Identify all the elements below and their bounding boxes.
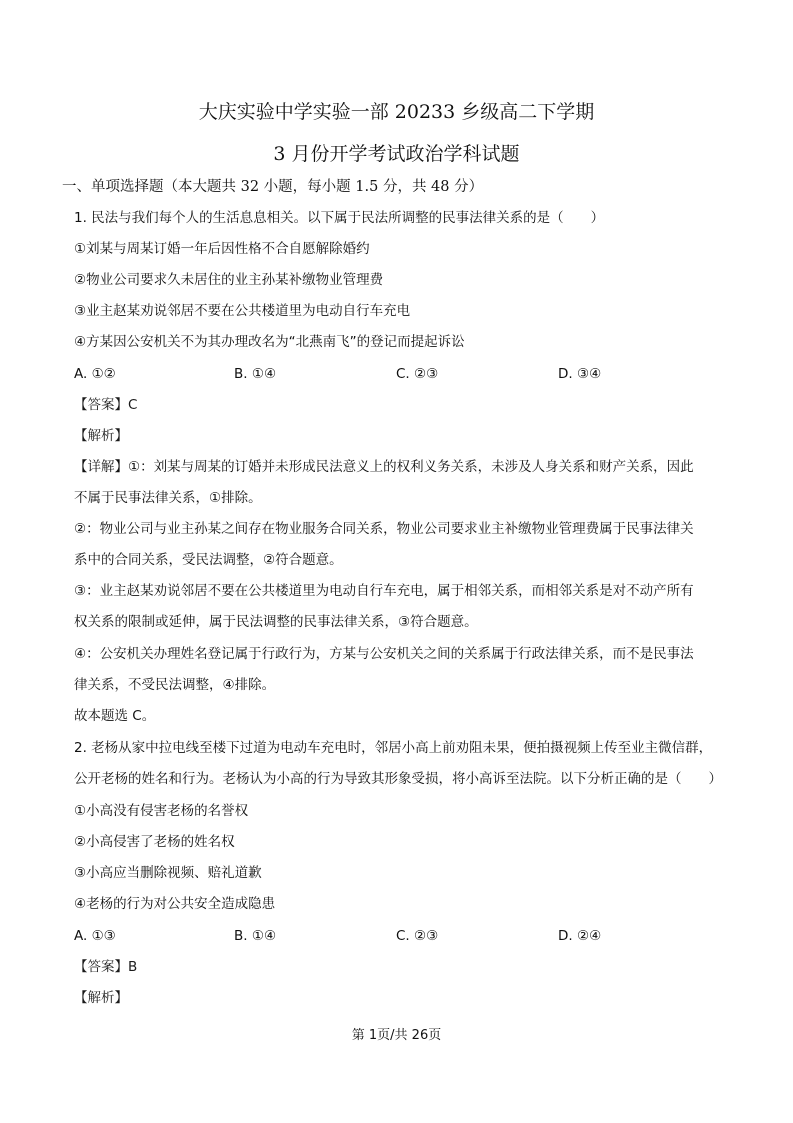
document-title-line1: 大庆实验中学实验一部 20233 乡级高二下学期 bbox=[198, 101, 595, 123]
question-1-stem: 1. 民法与我们每个人的生活息息相关。以下属于民法所调整的民事法律关系的是（ ） bbox=[74, 210, 605, 226]
question-2-stem-line1: 2. 老杨从家中拉电线至楼下过道为电动车充电时，邻居小高上前劝阻未果，便拍摄视频上传至业主微信群， bbox=[74, 740, 713, 756]
question-1-detail-line: ②：物业公司与业主孙某之间存在物业服务合同关系，物业公司要求业主补缴物业管理费属于民事法律关 bbox=[74, 521, 694, 537]
question-2-stem-line2: 公开老杨的姓名和行为。老杨认为小高的行为导致其形象受损，将小高诉至法院。以下分析正确的是（ ） bbox=[74, 771, 722, 787]
question-1-detail-line: 律关系，不受民法调整，④排除。 bbox=[74, 677, 276, 693]
section-heading: 一、单项选择题（本大题共 32 小题，每小题 1.5 分，共 48 分） bbox=[62, 179, 484, 195]
question-1-analysis-label: 【解析】 bbox=[74, 428, 128, 444]
question-1-detail-line: ③：业主赵某劝说邻居不要在公共楼道里为电动自行车充电，属于相邻关系，而相邻关系是对不动产所有 bbox=[74, 583, 694, 599]
question-2-item-4: ④老杨的行为对公共安全造成隐患 bbox=[74, 896, 276, 912]
question-1-detail-line: ④：公安机关办理姓名登记属于行政行为，方某与公安机关之间的关系属于行政法律关系，而不是民事法 bbox=[74, 646, 694, 662]
question-2-option-c: C. ②③ bbox=[396, 928, 439, 944]
question-1-option-b: B. ①④ bbox=[234, 366, 277, 382]
question-1-answer: 【答案】C bbox=[74, 397, 138, 413]
question-2-option-b: B. ①④ bbox=[234, 928, 277, 944]
document-title-line2: 3 月份开学考试政治学科试题 bbox=[273, 143, 520, 165]
question-1-detail-line: 【详解】①：刘某与周某的订婚并未形成民法意义上的权利义务关系，未涉及人身关系和财产关系，因此 bbox=[74, 459, 694, 475]
question-1-item-4: ④方某因公安机关不为其办理改名为“北燕南飞”的登记而提起诉讼 bbox=[74, 334, 465, 350]
question-2-option-a: A. ①③ bbox=[74, 928, 116, 944]
question-1-option-a: A. ①② bbox=[74, 366, 116, 382]
question-2-item-2: ②小高侵害了老杨的姓名权 bbox=[74, 834, 235, 850]
page-footer: 第 1页/共 26页 bbox=[351, 1028, 442, 1043]
question-1-item-1: ①刘某与周某订婚一年后因性格不合自愿解除婚约 bbox=[74, 241, 370, 257]
question-2-option-d: D. ②④ bbox=[558, 928, 602, 944]
question-1-option-d: D. ③④ bbox=[558, 366, 602, 382]
question-1-detail-line: 不属于民事法律关系，①排除。 bbox=[74, 490, 262, 506]
question-2-item-1: ①小高没有侵害老杨的名誉权 bbox=[74, 803, 249, 819]
question-1-conclusion: 故本题选 C。 bbox=[74, 708, 156, 724]
question-1-item-2: ②物业公司要求久未居住的业主孙某补缴物业管理费 bbox=[74, 272, 384, 288]
question-2-item-3: ③小高应当删除视频、赔礼道歉 bbox=[74, 865, 262, 881]
question-1-detail-line: 系中的合同关系，受民法调整，②符合题意。 bbox=[74, 552, 343, 568]
question-1-option-c: C. ②③ bbox=[396, 366, 439, 382]
question-2-analysis-label: 【解析】 bbox=[74, 990, 128, 1006]
question-1-detail-line: 权关系的限制或延伸，属于民法调整的民事法律关系，③符合题意。 bbox=[74, 614, 478, 630]
question-1-item-3: ③业主赵某劝说邻居不要在公共楼道里为电动自行车充电 bbox=[74, 303, 411, 319]
question-2-answer: 【答案】B bbox=[74, 959, 138, 975]
